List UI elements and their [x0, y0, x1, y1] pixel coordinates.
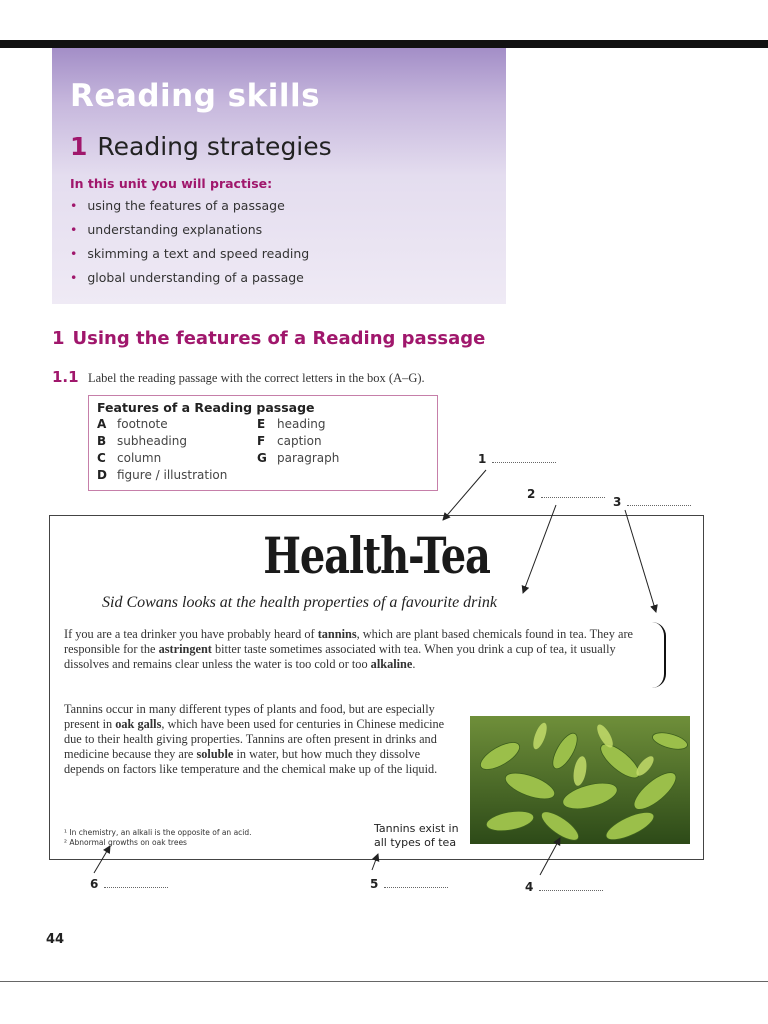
practise-heading: In this unit you will practise: — [70, 176, 273, 191]
feature-item: A footnote — [97, 417, 168, 431]
section-number: 1 — [52, 328, 65, 349]
text-run: , which are plant based chemicals found in tea. They are responsible for the — [64, 627, 633, 656]
answer-blank-1[interactable] — [492, 452, 556, 463]
key-term: alkaline — [370, 657, 413, 671]
unit-banner — [52, 48, 506, 304]
footnotes — [64, 828, 252, 848]
tea-leaves-icon — [470, 716, 690, 844]
feature-item: B subheading — [97, 434, 187, 448]
feature-item: C column — [97, 451, 162, 465]
text-run: bitter taste sometimes associated with tea. When you drink a cup of tea, it usually dissolves and remains clear unless the water is too cold or too — [64, 642, 616, 671]
article-heading: Health-Tea — [263, 526, 490, 585]
text-run: , which have been used for centuries in Chinese medicine due to their health giving properties. Tannins are often present in drinks and medicine because they are — [64, 717, 445, 761]
feature-item: F caption — [257, 434, 322, 448]
task-instruction: Label the reading passage with the correct letters in the box (A–G). — [88, 371, 425, 385]
practise-list — [70, 198, 309, 294]
section-title-text: Using the features of a Reading passage — [72, 328, 486, 349]
article-paragraph-2 — [64, 702, 459, 777]
text-run: Tannins occur in many different types of plants and food, but are especially present in — [64, 702, 435, 731]
features-box — [88, 395, 438, 491]
text-run: If you are a tea drinker you have probably heard of — [64, 627, 318, 641]
article-subheading: Sid Cowans looks at the health properties of a favourite drink — [102, 594, 497, 611]
bullet-icon: • — [70, 246, 78, 261]
list-item: • using the features of a passage — [70, 198, 285, 213]
answer-blank-2[interactable] — [541, 487, 605, 498]
answer-blank-5[interactable] — [384, 877, 448, 888]
answer-label-5: 5 — [370, 877, 448, 891]
list-item: • understanding explanations — [70, 222, 263, 237]
feature-item: G paragraph — [257, 451, 340, 465]
task-number: 1.1 — [52, 368, 79, 386]
image-caption: Tannins exist in all types of tea — [374, 822, 459, 849]
unit-subtitle — [70, 132, 332, 161]
list-item: • skimming a text and speed reading — [70, 246, 310, 261]
key-term: astringent — [158, 642, 212, 656]
feature-item: D figure / illustration — [97, 468, 228, 482]
unit-title: Reading skills — [70, 78, 321, 114]
answer-label-2: 2 — [527, 487, 605, 501]
footnote-2: ² Abnormal growths on oak trees — [64, 838, 187, 847]
page-number: 44 — [46, 932, 65, 947]
bullet-icon: • — [70, 270, 78, 285]
unit-subtitle-number: 1 — [70, 132, 88, 161]
key-term: oak galls — [115, 717, 162, 731]
feature-item: E heading — [257, 417, 326, 431]
footnote-1: ¹ In chemistry, an alkali is the opposite of an acid. — [64, 828, 252, 837]
section-title — [52, 328, 485, 349]
key-term: tannins — [317, 627, 357, 641]
top-rule — [0, 40, 768, 48]
answer-blank-3[interactable] — [627, 495, 691, 506]
answer-label-6: 6 — [90, 877, 168, 891]
features-box-title: Features of a Reading passage — [97, 400, 315, 415]
unit-subtitle-text: Reading strategies — [97, 132, 332, 161]
arrow-1 — [443, 470, 486, 520]
answer-blank-4[interactable] — [539, 880, 603, 891]
answer-blank-6[interactable] — [104, 877, 168, 888]
bullet-icon: • — [70, 222, 78, 237]
text-run: in water, but how much they dissolve depends on factors like temperature and the chemical make up of the liquid. — [64, 747, 438, 776]
answer-label-1: 1 — [478, 452, 556, 466]
article-box — [49, 515, 704, 860]
bullet-icon: • — [70, 198, 78, 213]
bottom-rule — [0, 981, 768, 982]
tea-plant-image — [470, 716, 690, 844]
column-bracket — [652, 622, 666, 688]
answer-label-4: 4 — [525, 880, 603, 894]
article-paragraph-1 — [64, 627, 644, 672]
key-term: soluble — [196, 747, 234, 761]
text-run: . — [412, 657, 416, 671]
answer-label-3: 3 — [613, 495, 691, 509]
list-item: • global understanding of a passage — [70, 270, 304, 285]
